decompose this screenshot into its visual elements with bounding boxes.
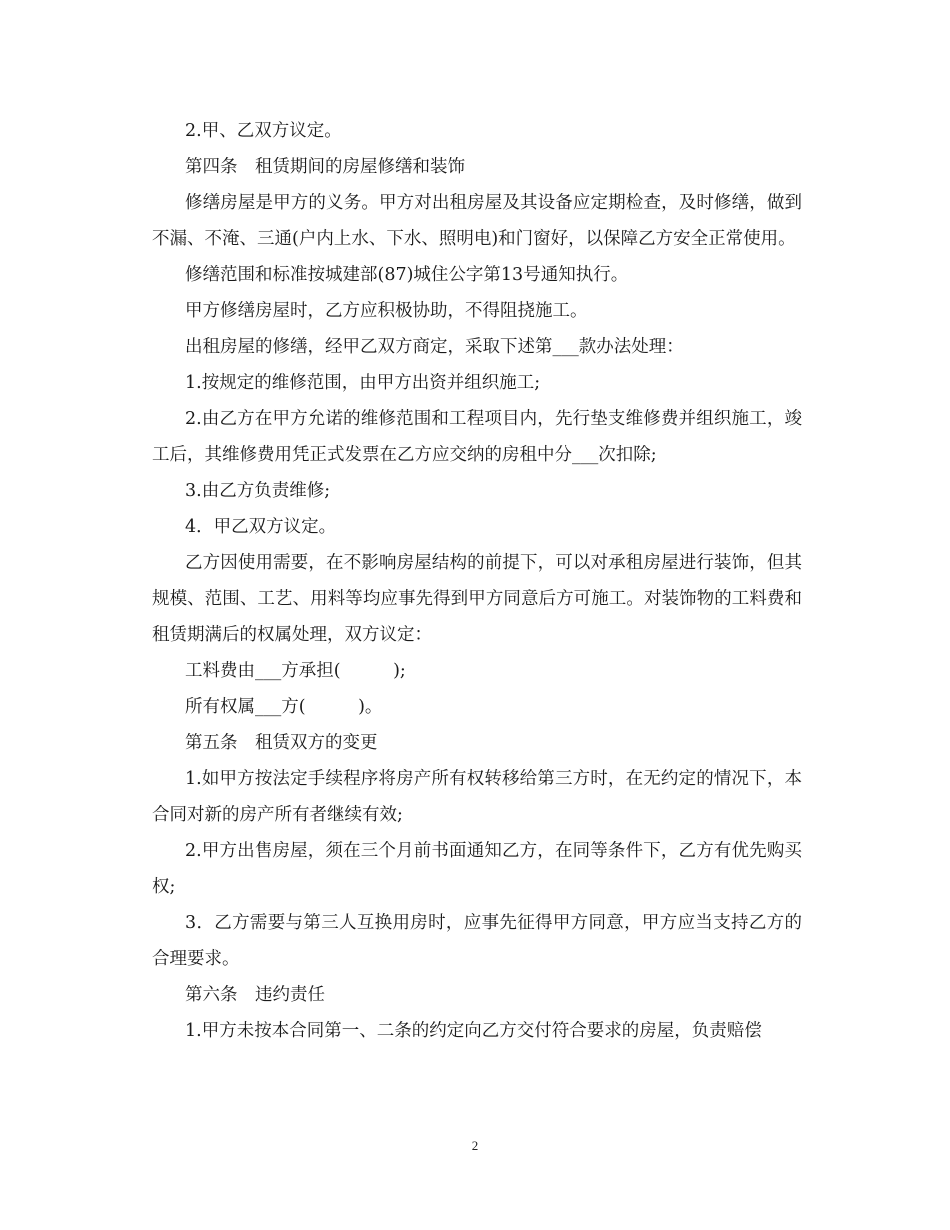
article-six-heading: 第六条 违约责任 xyxy=(185,985,325,1005)
paragraph-change-2: 2.甲方出售房屋，须在三个月前书面通知乙方，在同等条件下，乙方有优先购买权; xyxy=(152,841,802,897)
paragraph-repair-obligation: 修缮房屋是甲方的义务。甲方对出租房屋及其设备应定期检查，及时修缮，做到不漏、不淹、三通(户内上水、下水、照明电)和门窗好，以保障乙方安全正常使用。 xyxy=(152,193,802,249)
paragraph-item-2-agreed: 2.甲、乙双方议定。 xyxy=(185,121,342,141)
paragraph-ownership: 所有权属___方( )。 xyxy=(185,697,383,717)
page-number: 2 xyxy=(471,1138,479,1153)
paragraph-decoration: 乙方因使用需要，在不影响房屋结构的前提下，可以对承租房屋进行装饰，但其规模、范围、工艺、用料等均应事先得到甲方同意后方可施工。对装饰物的工料费和租赁期满后的权属处理，双方议定： xyxy=(152,553,802,645)
paragraph-method-1: 1.按规定的维修范围，由甲方出资并组织施工; xyxy=(185,373,541,393)
paragraph-repair-method: 出租房屋的修缮，经甲乙双方商定，采取下述第___款办法处理： xyxy=(185,337,684,357)
paragraph-method-2: 2.由乙方在甲方允诺的维修范围和工程项目内，先行垫支维修费并组织施工，竣工后，其维修费用凭正式发票在乙方应交纳的房租中分___次扣除; xyxy=(152,409,802,465)
paragraph-method-4: 4．甲乙双方议定。 xyxy=(185,517,337,537)
paragraph-breach-1: 1.甲方未按本合同第一、二条的约定向乙方交付符合要求的房屋，负责赔偿 xyxy=(185,1021,762,1041)
document-body xyxy=(152,113,802,1049)
paragraph-method-3: 3.由乙方负责维修; xyxy=(185,481,331,501)
paragraph-material-cost: 工料费由___方承担( ); xyxy=(185,661,406,681)
paragraph-change-1: 1.如甲方按法定手续程序将房产所有权转移给第三方时，在无约定的情况下，本合同对新的房产所有者继续有效; xyxy=(152,769,802,825)
article-five-heading: 第五条 租赁双方的变更 xyxy=(185,733,378,753)
article-four-heading: 第四条 租赁期间的房屋修缮和装饰 xyxy=(185,157,465,177)
paragraph-change-3: 3．乙方需要与第三人互换用房时，应事先征得甲方同意，甲方应当支持乙方的合理要求。 xyxy=(152,913,802,969)
paragraph-repair-cooperation: 甲方修缮房屋时，乙方应积极协助，不得阻挠施工。 xyxy=(185,301,588,321)
paragraph-repair-scope: 修缮范围和标准按城建部(87)城住公字第13号通知执行。 xyxy=(185,265,629,285)
